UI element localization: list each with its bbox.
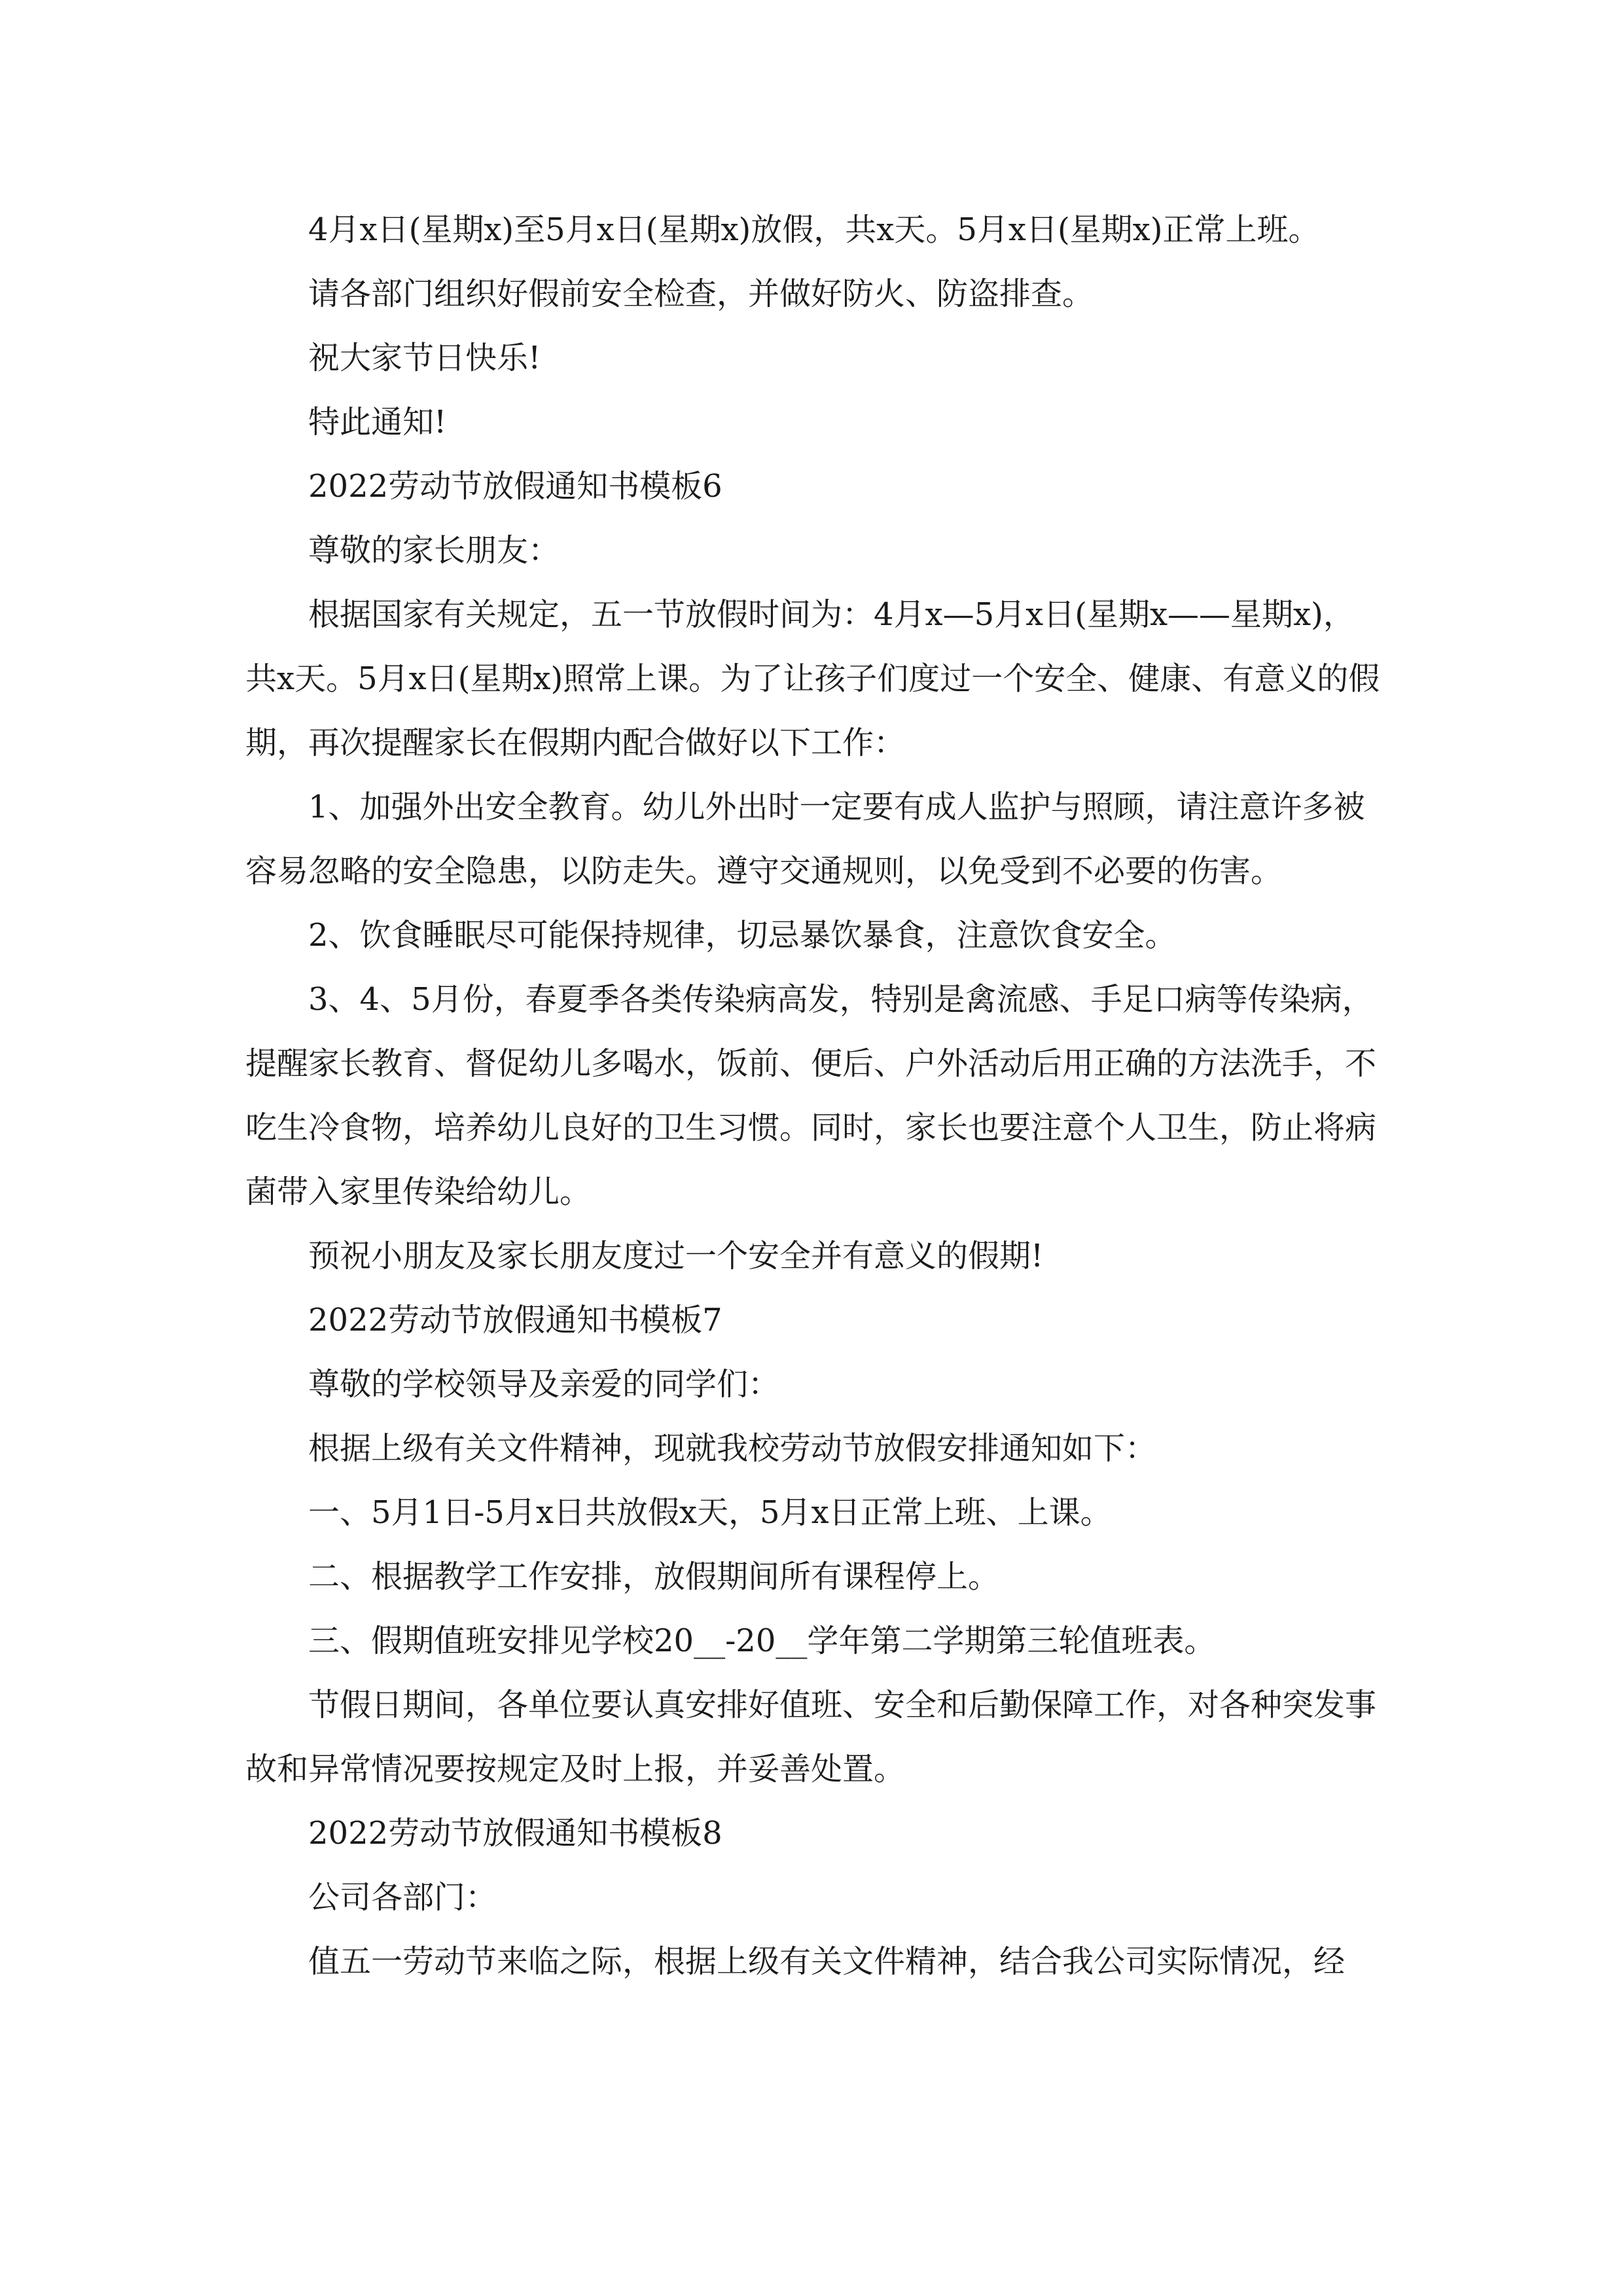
paragraph: 根据上级有关文件精神，现就我校劳动节放假安排通知如下： xyxy=(308,1430,1157,1467)
list-item: 一、5月1日-5月x日共放假x天，5月x日正常上班、上课。 xyxy=(308,1494,1112,1531)
list-item: 3、4、5月份，春夏季各类传染病高发，特别是禽流感、手足口病等传染病，提醒家长教育、督促幼儿多喝水，饭前、便后、户外活动后用正确的方法洗手，不吃生冷食物，培养幼儿良好的卫生习惯。同时，家长也要注意个人卫生，防止将病菌带入家里传染给幼儿。 xyxy=(245,981,1377,1210)
salutation: 尊敬的家长朋友： xyxy=(308,532,560,569)
paragraph: 4月x日(星期x)至5月x日(星期x)放假，共x天。5月x日(星期x)正常上班。 xyxy=(308,211,1320,248)
paragraph: 特此通知! xyxy=(308,404,447,440)
paragraph: 请各部门组织好假前安全检查，并做好防火、防盗排查。 xyxy=(308,276,1094,312)
paragraph: 预祝小朋友及家长朋友度过一个安全并有意义的假期! xyxy=(308,1238,1044,1274)
paragraph: 祝大家节日快乐! xyxy=(308,340,541,376)
section-heading: 2022劳动节放假通知书模板8 xyxy=(308,1815,722,1852)
section-heading: 2022劳动节放假通知书模板6 xyxy=(308,468,722,505)
document-body xyxy=(245,198,1381,1994)
salutation: 公司各部门： xyxy=(308,1879,497,1916)
list-item: 三、假期值班安排见学校20__-20__学年第二学期第三轮值班表。 xyxy=(308,1623,1216,1659)
paragraph: 节假日期间，各单位要认真安排好值班、安全和后勤保障工作，对各种突发事故和异常情况要按规定及时上报，并妥善处置。 xyxy=(245,1687,1377,1787)
list-item: 2、饮食睡眠尽可能保持规律，切忌暴饮暴食，注意饮食安全。 xyxy=(308,917,1177,954)
paragraph: 值五一劳动节来临之际，根据上级有关文件精神，结合我公司实际情况，经 xyxy=(308,1943,1346,1980)
list-item: 1、加强外出安全教育。幼儿外出时一定要有成人监护与照顾，请注意许多被容易忽略的安全隐患，以防走失。遵守交通规则，以免受到不必要的伤害。 xyxy=(245,789,1365,889)
paragraph: 根据国家有关规定，五一节放假时间为：4月x—5月x日(星期x——星期x)，共x天。5月x日(星期x)照常上课。为了让孩子们度过一个安全、健康、有意义的假期，再次提醒家长在假期内配合做好以下工作： xyxy=(245,596,1380,761)
salutation: 尊敬的学校领导及亲爱的同学们： xyxy=(308,1366,780,1403)
list-item: 二、根据教学工作安排，放假期间所有课程停上。 xyxy=(308,1558,1000,1595)
section-heading: 2022劳动节放假通知书模板7 xyxy=(308,1302,722,1338)
